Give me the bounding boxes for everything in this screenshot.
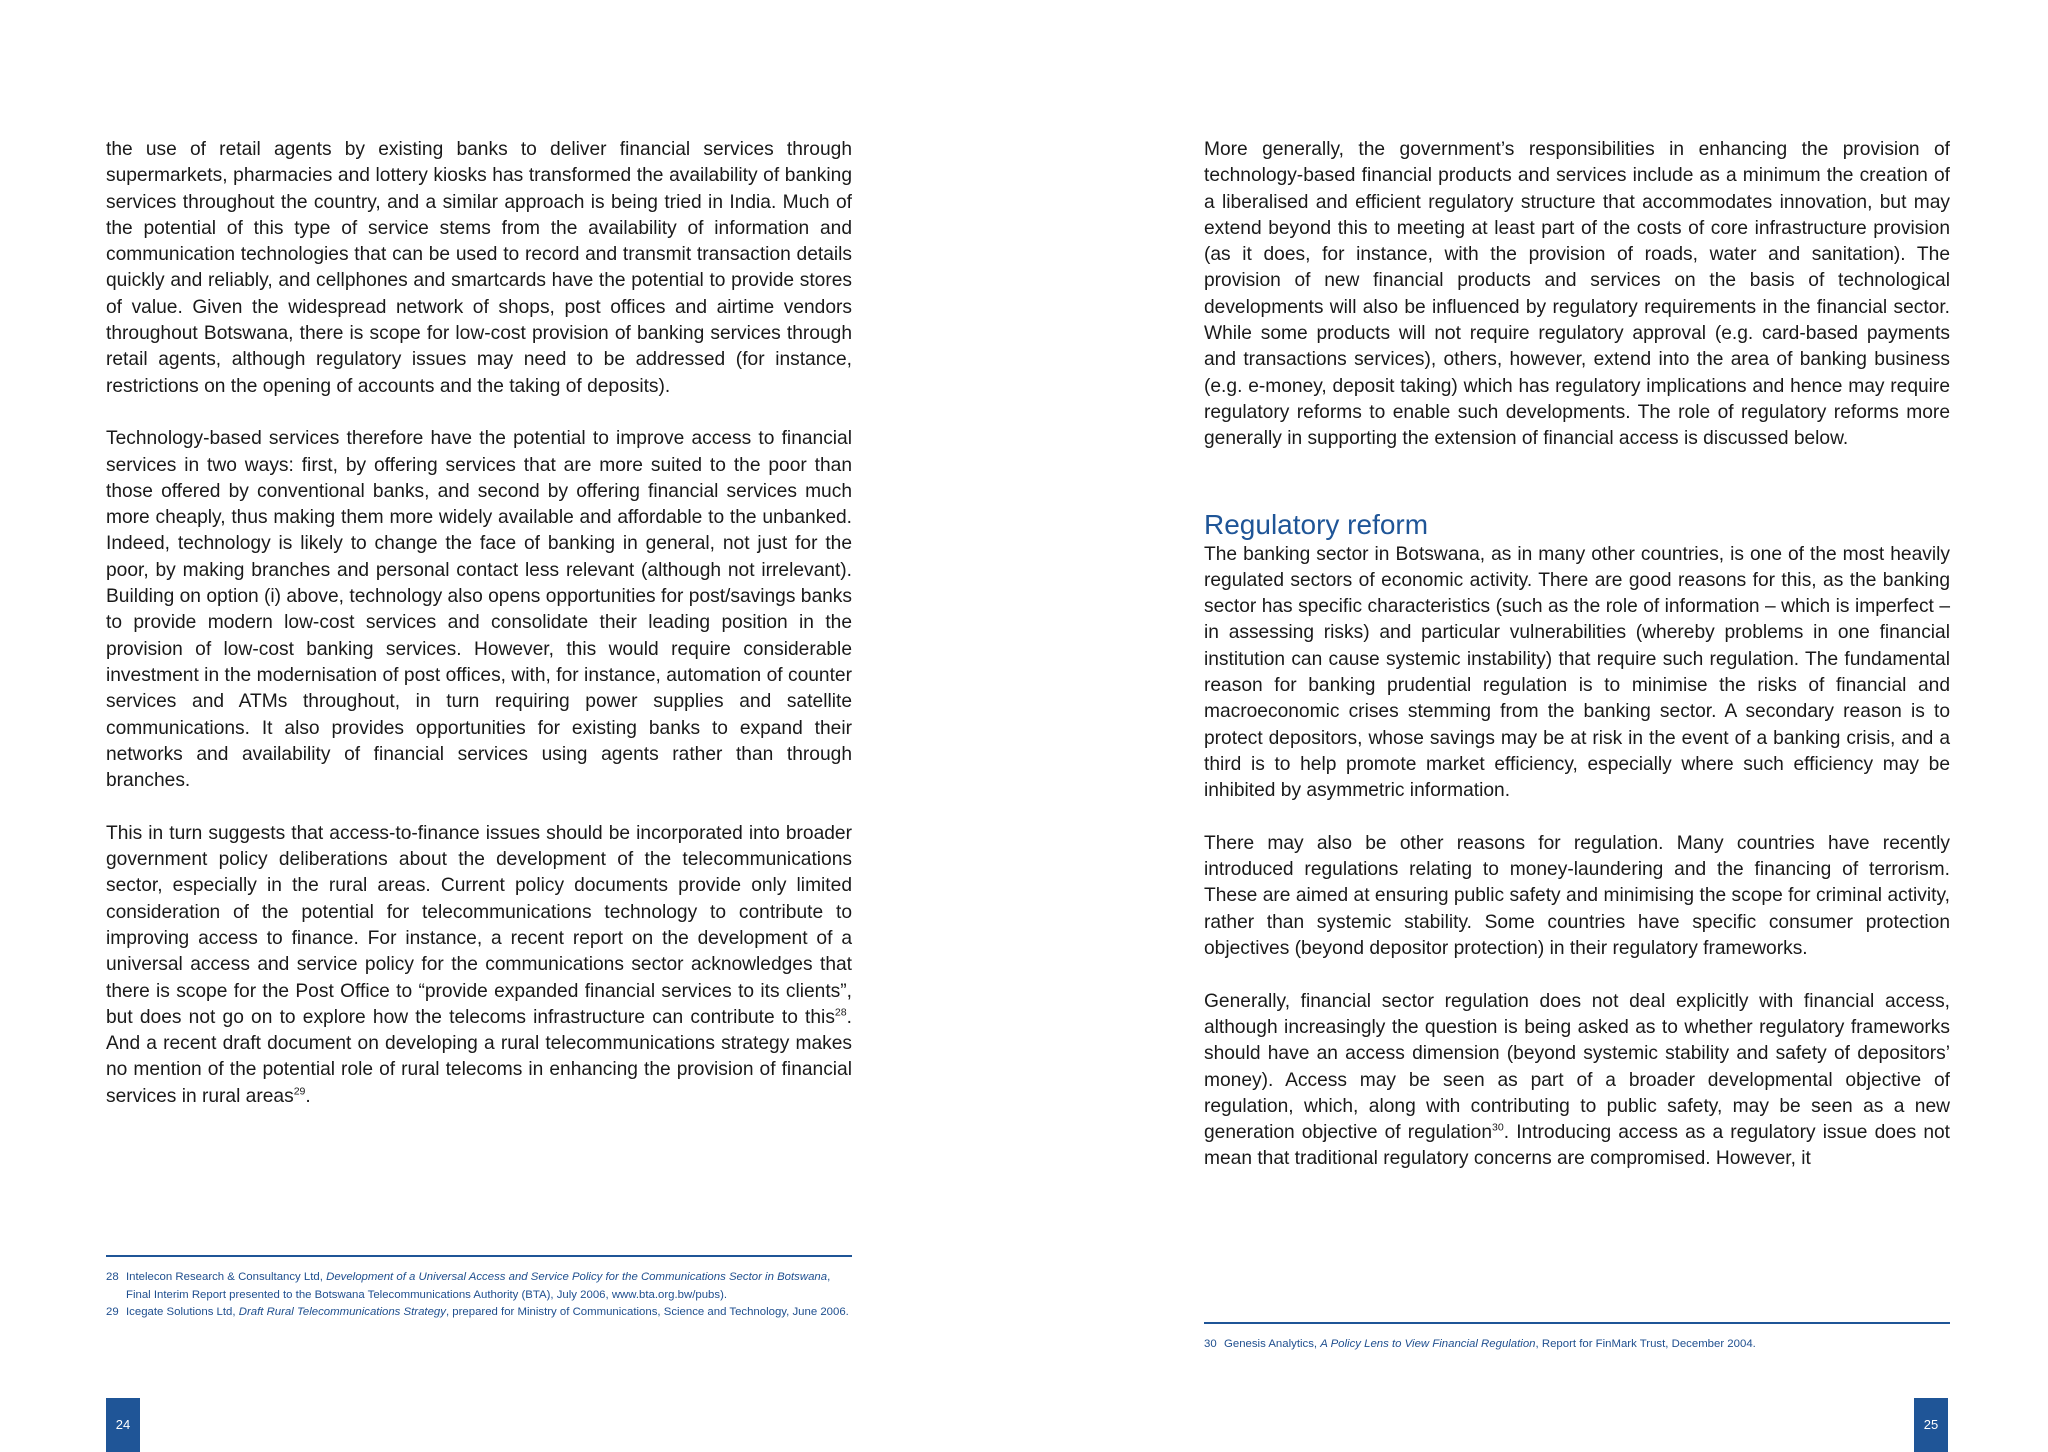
footnote-text: , prepared for Ministry of Communications, Science and Technology, June 2006.	[445, 1306, 849, 1319]
right-paragraph-3: There may also be other reasons for regulation. Many countries have recently introduced regulations relating to money-laundering and the financing of terrorism. These are aimed at ensuring public safety and minimising the scope for criminal activity, rather than systemic stability. Some countries have specific consumer protection objectives (beyond depositor protection) in their regulatory frameworks.	[1204, 832, 1950, 960]
footnote-29	[106, 1304, 852, 1322]
section-heading: Regulatory reform	[1204, 508, 1429, 540]
page-number-24: 24	[106, 1398, 140, 1452]
footnote-title: Development of a Universal Access and Service Policy for the Communications Sector in Botswana	[326, 1271, 828, 1283]
left-body-column	[106, 137, 852, 1110]
footnote-number: 28	[106, 1271, 119, 1283]
footnote-number: 29	[106, 1306, 119, 1319]
right-body-column	[1204, 137, 1950, 1173]
right-footnotes	[1204, 1322, 1950, 1354]
footnote-text: Intelecon Research & Consultancy Ltd,	[126, 1271, 327, 1283]
footnote-title: Draft Rural Telecommunications Strategy	[238, 1306, 446, 1319]
left-paragraph-3	[106, 821, 852, 1110]
paragraph-text: . And a recent draft document on developing a rural telecommunications strategy makes no mention of the potential role of rural telecoms in enhancing the provision of financial services in rural areas	[106, 1006, 852, 1107]
footnote-text: Icegate Solutions Ltd,	[126, 1306, 239, 1319]
paragraph-text: . Introducing access as a regulatory issue does not mean that traditional regulatory concerns are compromised. However, it	[1204, 1122, 1950, 1170]
footnote-text: Genesis Analytics,	[1224, 1338, 1321, 1350]
paragraph-text: .	[305, 1085, 311, 1107]
page-25	[1024, 0, 2048, 1452]
paragraph-text: Generally, financial sector regulation does not deal explicitly with financial access, although increasingly the question is being asked as to whether regulatory frameworks should have an access dimension (beyond systemic stability and safety of depositors’ money). Access may be seen as part of a broader developmental objective of regulation, which, along with contributing to public safety, may be seen as a new generation objective of regulation	[1204, 990, 1950, 1144]
footnote-title: A Policy Lens to View Financial Regulation	[1320, 1338, 1536, 1350]
right-paragraph-1: More generally, the government’s responsibilities in enhancing the provision of technology-based financial products and services include as a minimum the creation of a liberalised and efficient regulatory structure that accommodates innovation, but may extend beyond this to meeting at least part of the costs of core infrastructure provision (as it does, for instance, with the provision of roads, water and sanitation). The provision of new financial products and services on the basis of technological developments will also be influenced by regulatory requirements in the financial sector. While some products will not require regulatory approval (e.g. card-based payments and transactions services), others, however, extend into the area of banking business (e.g. e-money, deposit taking) which has regulatory implications and hence may require regulatory reforms to enable such developments. The role of regulatory reforms more generally in supporting the extension of financial access is discussed below.	[1204, 139, 1950, 450]
page-number-25: 25	[1914, 1398, 1948, 1452]
right-paragraph-4	[1204, 989, 1950, 1173]
footnote-28	[106, 1269, 852, 1304]
footnote-text: , Report for FinMark Trust, December 2004.	[1535, 1338, 1756, 1350]
footnote-ref-28: 28	[834, 1006, 847, 1019]
footnote-ref-29: 29	[293, 1085, 306, 1098]
footnote-text: , Final Interim Report presented to the Botswana Telecommunications Authority (BTA), July 2006, www.bta.org.bw/pubs).	[126, 1271, 831, 1301]
paragraph-text: This in turn suggests that access-to-finance issues should be incorporated into broader government policy deliberations about the development of the telecommunications sector, especially in the rural areas. Current policy documents provide only limited consideration of the potential for telecommunications technology to contribute to improving access to finance. For instance, a recent report on the development of a universal access and service policy for the communications sector acknowledges that there is scope for the Post Office to “provide expanded financial services to its clients”, but does not go on to explore how the telecoms infrastructure can contribute to this	[106, 822, 852, 1028]
footnote-number: 30	[1204, 1338, 1217, 1350]
footnote-ref-30: 30	[1492, 1121, 1504, 1134]
left-paragraph-2: Technology-based services therefore have the potential to improve access to financial services in two ways: first, by offering services that are more suited to the poor than those offered by conventional banks, and second by offering financial services much more cheaply, thus making them more widely available and affordable to the unbanked. Indeed, technology is likely to change the face of banking in general, not just for the poor, by making branches and personal contact less relevant (although not irrelevant). Building on option (i) above, technology also opens opportunities for post/savings banks to provide modern low-cost services and consolidate their leading position in the provision of low-cost banking services. However, this would require considerable investment in the modernisation of post offices, with, for instance, automation of counter services and ATMs throughout, in turn requiring power supplies and satellite communications. It also provides opportunities for existing banks to expand their networks and availability of financial services using agents rather than through branches.	[106, 428, 852, 792]
footnote-30	[1204, 1336, 1950, 1354]
left-paragraph-1: the use of retail agents by existing banks to deliver financial services through supermarkets, pharmacies and lottery kiosks has transformed the availability of banking services throughout the country, and a similar approach is being tried in India. Much of the potential of this type of service stems from the availability of information and communication technologies that can be used to record and transmit transaction details quickly and reliably, and cellphones and smartcards have the potential to provide stores of value. Given the widespread network of shops, post offices and airtime vendors throughout Botswana, there is scope for low-cost provision of banking services through retail agents, although regulatory issues may need to be addressed (for instance, restrictions on the opening of accounts and the taking of deposits).	[106, 139, 852, 397]
right-paragraph-2: The banking sector in Botswana, as in many other countries, is one of the most heavily regulated sectors of economic activity. There are good reasons for this, as the banking sector has specific characteristics (such as the role of information – which is imperfect – in assessing risks) and particular vulnerabilities (whereby problems in one financial institution can cause systemic instability) that require such regulation. The fundamental reason for banking prudential regulation is to minimise the risks of financial and macroeconomic crises stemming from the banking sector. A secondary reason is to protect depositors, whose savings may be at risk in the event of a banking crisis, and a third is to help promote market efficiency, especially where such efficiency may be inhibited by asymmetric information.	[1204, 543, 1950, 802]
left-footnotes	[106, 1255, 852, 1322]
